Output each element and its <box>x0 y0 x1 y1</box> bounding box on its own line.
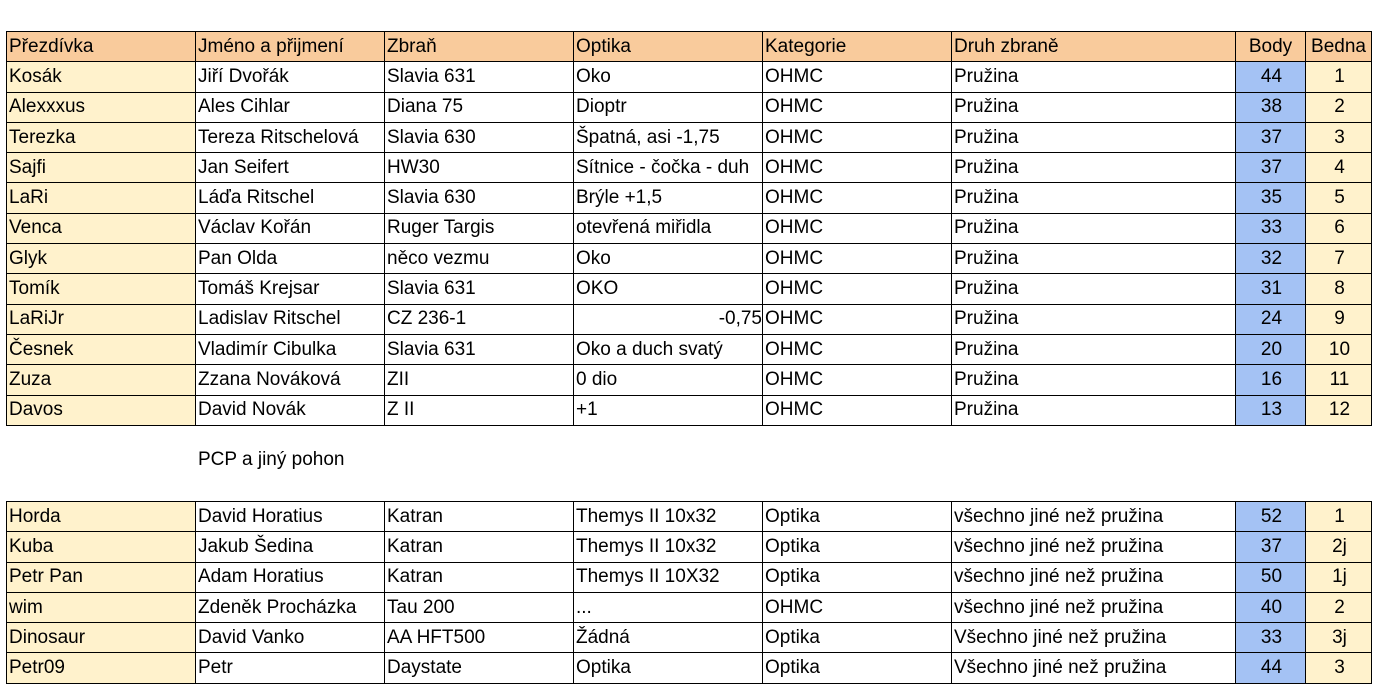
weapon-cell: Katran <box>385 532 574 562</box>
rank-cell: 6 <box>1306 213 1372 243</box>
category-cell: OHMC <box>763 213 952 243</box>
category-cell: OHMC <box>763 122 952 152</box>
nick-cell: Petr Pan <box>7 562 196 592</box>
name-cell: Jan Seifert <box>196 153 385 183</box>
rank-cell: 3j <box>1306 623 1372 653</box>
weapon-cell: Katran <box>385 502 574 532</box>
optics-cell: OKO <box>574 274 763 304</box>
name-cell: Petr <box>196 653 385 683</box>
header-nick: Přezdívka <box>7 32 196 62</box>
header-type: Druh zbraně <box>952 32 1236 62</box>
category-cell: Optika <box>763 653 952 683</box>
optics-cell: 0 dio <box>574 365 763 395</box>
nick-cell: Venca <box>7 213 196 243</box>
weapon-cell: Z II <box>385 395 574 425</box>
type-cell: všechno jiné než pružina <box>952 592 1236 622</box>
nick-cell: Glyk <box>7 244 196 274</box>
weapon-cell: Diana 75 <box>385 92 574 122</box>
points-cell: 33 <box>1236 623 1306 653</box>
type-cell: Pružina <box>952 304 1236 334</box>
optics-cell: +1 <box>574 395 763 425</box>
table-row <box>7 365 1372 395</box>
name-cell: Vladimír Cibulka <box>196 334 385 364</box>
points-cell: 16 <box>1236 365 1306 395</box>
points-cell: 37 <box>1236 153 1306 183</box>
nick-cell: Horda <box>7 502 196 532</box>
points-cell: 44 <box>1236 653 1306 683</box>
points-cell: 32 <box>1236 244 1306 274</box>
rank-cell: 3 <box>1306 122 1372 152</box>
optics-cell: Sítnice - čočka - duh <box>574 153 763 183</box>
type-cell: Pružina <box>952 334 1236 364</box>
name-cell: Adam Horatius <box>196 562 385 592</box>
type-cell: Všechno jiné než pružina <box>952 623 1236 653</box>
rank-cell: 4 <box>1306 153 1372 183</box>
points-cell: 33 <box>1236 213 1306 243</box>
nick-cell: Terezka <box>7 122 196 152</box>
optics-cell: Themys II 10x32 <box>574 532 763 562</box>
type-cell: Pružina <box>952 92 1236 122</box>
name-cell: Láďa Ritschel <box>196 183 385 213</box>
optics-cell: Optika <box>574 653 763 683</box>
table-row <box>7 244 1372 274</box>
table-row <box>7 532 1372 562</box>
weapon-cell: Tau 200 <box>385 592 574 622</box>
optics-cell: Themys II 10X32 <box>574 562 763 592</box>
header-category: Kategorie <box>763 32 952 62</box>
points-cell: 13 <box>1236 395 1306 425</box>
category-cell: OHMC <box>763 334 952 364</box>
pcp-results-table <box>6 501 1372 684</box>
points-cell: 35 <box>1236 183 1306 213</box>
nick-cell: Dinosaur <box>7 623 196 653</box>
points-cell: 40 <box>1236 592 1306 622</box>
name-cell: Zzana Nováková <box>196 365 385 395</box>
weapon-cell: Daystate <box>385 653 574 683</box>
weapon-cell: ZII <box>385 365 574 395</box>
nick-cell: LaRiJr <box>7 304 196 334</box>
table-row <box>7 334 1372 364</box>
optics-cell: Oko <box>574 244 763 274</box>
nick-cell: Davos <box>7 395 196 425</box>
nick-cell: Česnek <box>7 334 196 364</box>
points-cell: 20 <box>1236 334 1306 364</box>
type-cell: Pružina <box>952 122 1236 152</box>
points-cell: 50 <box>1236 562 1306 592</box>
nick-cell: Petr09 <box>7 653 196 683</box>
table-row <box>7 395 1372 425</box>
weapon-cell: Slavia 630 <box>385 122 574 152</box>
weapon-cell: HW30 <box>385 153 574 183</box>
points-cell: 44 <box>1236 62 1306 92</box>
optics-cell: Oko <box>574 62 763 92</box>
optics-cell: ... <box>574 592 763 622</box>
points-cell: 37 <box>1236 532 1306 562</box>
points-cell: 24 <box>1236 304 1306 334</box>
nick-cell: Kuba <box>7 532 196 562</box>
table-row <box>7 122 1372 152</box>
weapon-cell: Slavia 631 <box>385 334 574 364</box>
header-row <box>7 32 1372 62</box>
weapon-cell: Slavia 631 <box>385 62 574 92</box>
type-cell: Pružina <box>952 244 1236 274</box>
type-cell: Všechno jiné než pružina <box>952 653 1236 683</box>
header-optics: Optika <box>574 32 763 62</box>
points-cell: 31 <box>1236 274 1306 304</box>
rank-cell: 12 <box>1306 395 1372 425</box>
nick-cell: Zuza <box>7 365 196 395</box>
rank-cell: 2 <box>1306 92 1372 122</box>
table-row <box>7 92 1372 122</box>
optics-cell: Brýle +1,5 <box>574 183 763 213</box>
name-cell: Tomáš Krejsar <box>196 274 385 304</box>
table-row <box>7 183 1372 213</box>
type-cell: Pružina <box>952 62 1236 92</box>
category-cell: OHMC <box>763 62 952 92</box>
category-cell: OHMC <box>763 365 952 395</box>
category-cell: OHMC <box>763 183 952 213</box>
nick-cell: wim <box>7 592 196 622</box>
category-cell: OHMC <box>763 304 952 334</box>
spring-results-table <box>6 31 1372 426</box>
type-cell: všechno jiné než pružina <box>952 562 1236 592</box>
weapon-cell: Slavia 630 <box>385 183 574 213</box>
nick-cell: Alexxxus <box>7 92 196 122</box>
type-cell: Pružina <box>952 213 1236 243</box>
weapon-cell: Slavia 631 <box>385 274 574 304</box>
name-cell: Václav Kořán <box>196 213 385 243</box>
category-cell: Optika <box>763 502 952 532</box>
optics-cell: Oko a duch svatý <box>574 334 763 364</box>
category-cell: OHMC <box>763 395 952 425</box>
rank-cell: 2j <box>1306 532 1372 562</box>
name-cell: David Novák <box>196 395 385 425</box>
rank-cell: 1 <box>1306 502 1372 532</box>
table-row <box>7 153 1372 183</box>
name-cell: David Vanko <box>196 623 385 653</box>
optics-cell: Žádná <box>574 623 763 653</box>
optics-cell: Špatná, asi -1,75 <box>574 122 763 152</box>
header-points: Body <box>1236 32 1306 62</box>
table-row <box>7 502 1372 532</box>
nick-cell: Kosák <box>7 62 196 92</box>
points-cell: 38 <box>1236 92 1306 122</box>
rank-cell: 8 <box>1306 274 1372 304</box>
name-cell: Ladislav Ritschel <box>196 304 385 334</box>
table-row <box>7 304 1372 334</box>
weapon-cell: AA HFT500 <box>385 623 574 653</box>
name-cell: Jakub Šedina <box>196 532 385 562</box>
nick-cell: Tomík <box>7 274 196 304</box>
rank-cell: 11 <box>1306 365 1372 395</box>
rank-cell: 1j <box>1306 562 1372 592</box>
weapon-cell: něco vezmu <box>385 244 574 274</box>
category-cell: Optika <box>763 623 952 653</box>
optics-cell: Dioptr <box>574 92 763 122</box>
optics-cell: Themys II 10x32 <box>574 502 763 532</box>
table-row <box>7 653 1372 683</box>
weapon-cell: CZ 236-1 <box>385 304 574 334</box>
category-cell: Optika <box>763 562 952 592</box>
table-row <box>7 274 1372 304</box>
type-cell: Pružina <box>952 274 1236 304</box>
type-cell: Pružina <box>952 395 1236 425</box>
category-cell: OHMC <box>763 92 952 122</box>
category-cell: OHMC <box>763 274 952 304</box>
optics-cell: -0,75 <box>574 304 763 334</box>
weapon-cell: Ruger Targis <box>385 213 574 243</box>
rank-cell: 1 <box>1306 62 1372 92</box>
table-row <box>7 213 1372 243</box>
points-cell: 52 <box>1236 502 1306 532</box>
weapon-cell: Katran <box>385 562 574 592</box>
category-cell: OHMC <box>763 153 952 183</box>
name-cell: Pan Olda <box>196 244 385 274</box>
name-cell: Tereza Ritschelová <box>196 122 385 152</box>
header-rank: Bedna <box>1306 32 1372 62</box>
nick-cell: Sajfi <box>7 153 196 183</box>
type-cell: Pružina <box>952 365 1236 395</box>
name-cell: Jiří Dvořák <box>196 62 385 92</box>
type-cell: všechno jiné než pružina <box>952 502 1236 532</box>
points-cell: 37 <box>1236 122 1306 152</box>
type-cell: všechno jiné než pružina <box>952 532 1236 562</box>
rank-cell: 10 <box>1306 334 1372 364</box>
category-cell: OHMC <box>763 592 952 622</box>
optics-cell: otevřená miřidla <box>574 213 763 243</box>
header-name: Jméno a přijmení <box>196 32 385 62</box>
rank-cell: 3 <box>1306 653 1372 683</box>
table-row <box>7 623 1372 653</box>
name-cell: Ales Cihlar <box>196 92 385 122</box>
header-weapon: Zbraň <box>385 32 574 62</box>
type-cell: Pružina <box>952 183 1236 213</box>
rank-cell: 5 <box>1306 183 1372 213</box>
name-cell: David Horatius <box>196 502 385 532</box>
rank-cell: 9 <box>1306 304 1372 334</box>
category-cell: Optika <box>763 532 952 562</box>
rank-cell: 7 <box>1306 244 1372 274</box>
rank-cell: 2 <box>1306 592 1372 622</box>
name-cell: Zdeněk Procházka <box>196 592 385 622</box>
table-row <box>7 562 1372 592</box>
type-cell: Pružina <box>952 153 1236 183</box>
category-cell: OHMC <box>763 244 952 274</box>
section-title: PCP a jiný pohon <box>198 449 345 470</box>
table-row <box>7 592 1372 622</box>
table-row <box>7 62 1372 92</box>
nick-cell: LaRi <box>7 183 196 213</box>
